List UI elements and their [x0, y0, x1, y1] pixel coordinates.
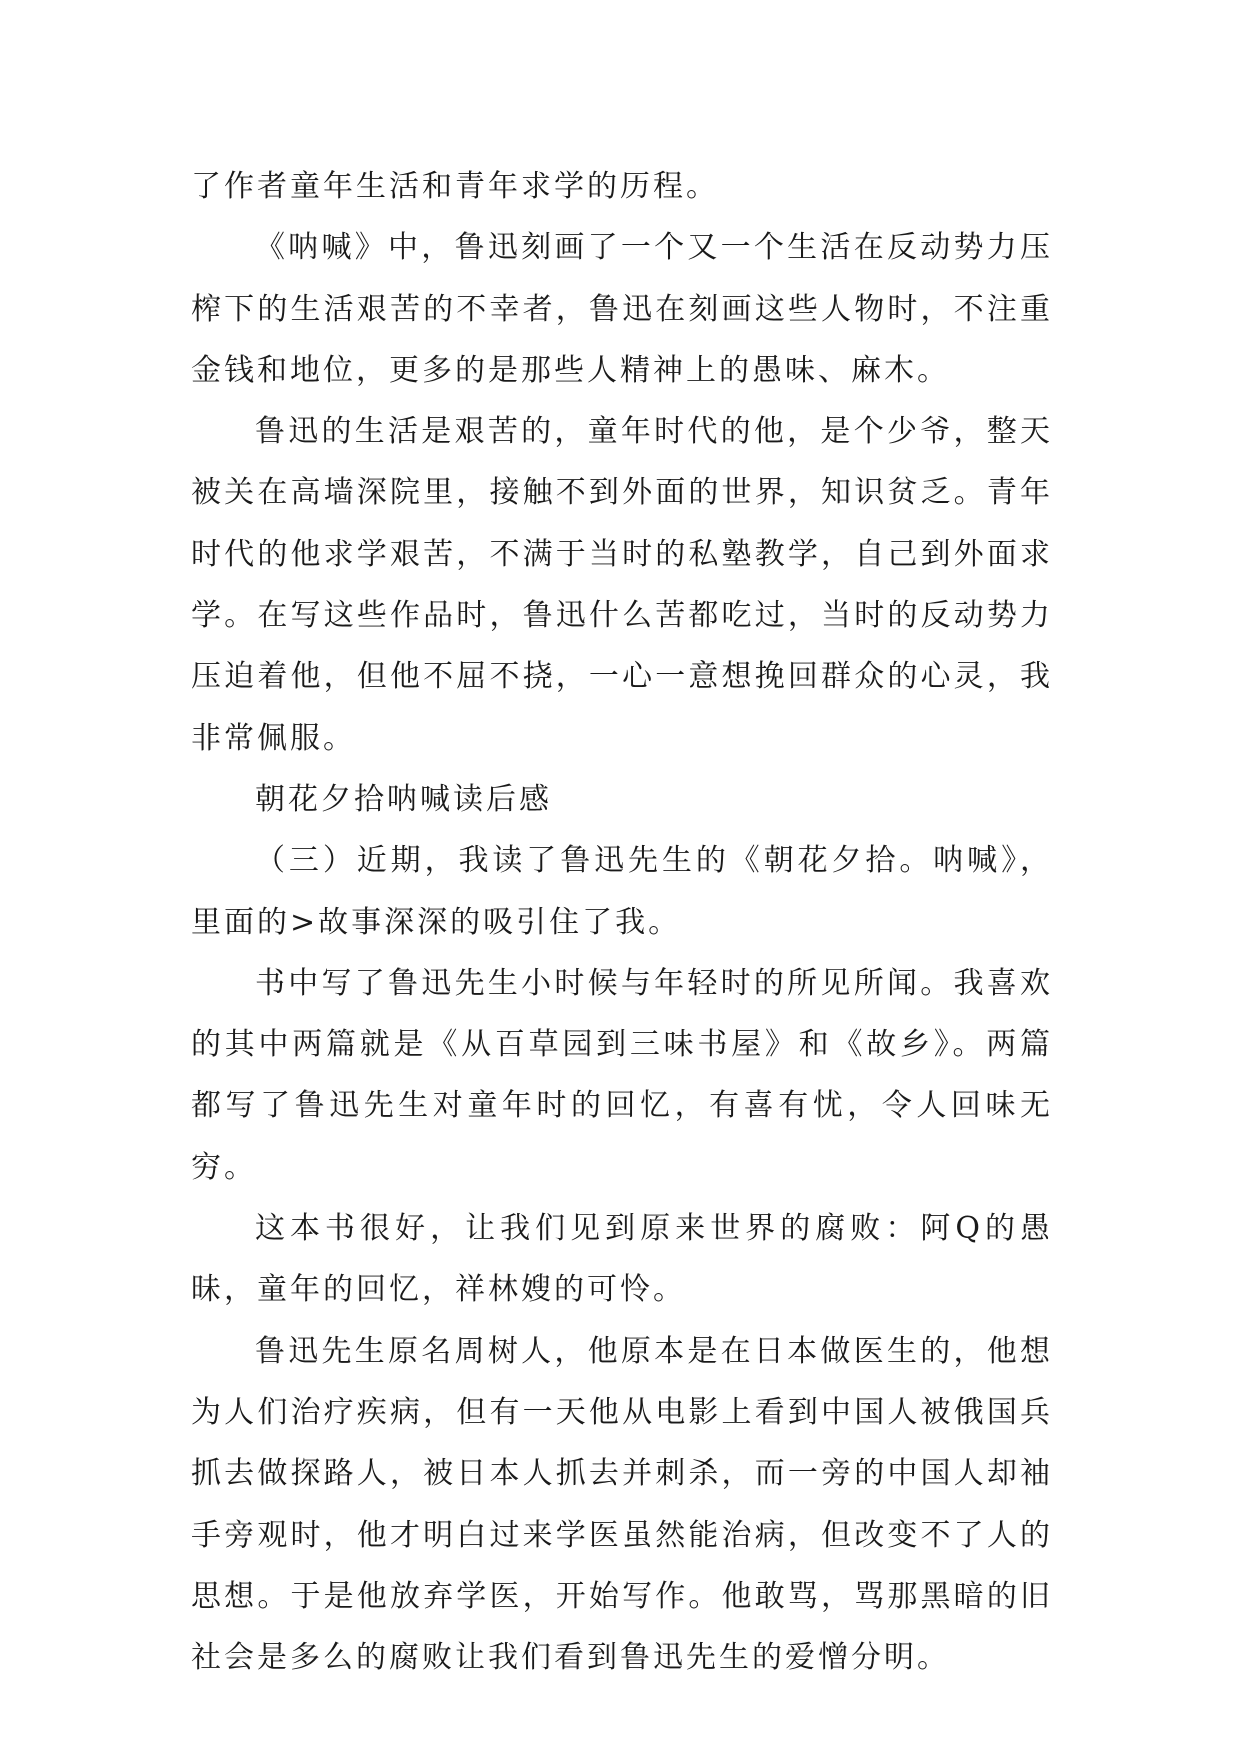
paragraph-1: 了作者童年生活和青年求学的历程。 [191, 169, 719, 204]
paragraph-7: 这本书很好，让我们见到原来世界的腐败：阿Q的愚昧，童年的回忆，祥林嫂的可怜。 [191, 1211, 1053, 1308]
paragraph-8: 鲁迅先生原名周树人，他原本是在日本做医生的，他想为人们治疗疾病，但有一天他从电影上看到中国人被俄国兵抓去做探路人，被日本人抓去并刺杀，而一旁的中国人却袖手旁观时，他才明白过来学医虽然能治病，但改变不了人的思想。于是他放弃学医，开始写作。他敢骂，骂那黑暗的旧社会是多么的腐败让我们看到鲁迅先生的爱憎分明。 [191, 1333, 1053, 1676]
essay-body [191, 156, 1053, 1688]
paragraph-5: （三）近期，我读了鲁迅先生的《朝花夕拾。呐喊》，里面的>故事深深的吸引住了我。 [191, 843, 1053, 940]
paragraph-3: 鲁迅的生活是艰苦的，童年时代的他，是个少爷，整天被关在高墙深院里，接触不到外面的世界，知识贫乏。青年时代的他求学艰苦，不满于当时的私塾教学，自己到外面求学。在写这些作品时，鲁迅什么苦都吃过，当时的反动势力压迫着他，但他不屈不挠，一心一意想挽回群众的心灵，我非常佩服。 [191, 414, 1053, 756]
paragraph-6: 书中写了鲁迅先生小时候与年轻时的所见所闻。我喜欢的其中两篇就是《从百草园到三味书屋》和《故乡》。两篇都写了鲁迅先生对童年时的回忆，有喜有忧，令人回味无穷。 [191, 965, 1053, 1185]
essay-heading: 朝花夕拾呐喊读后感 [255, 781, 552, 817]
paragraph-2: 《呐喊》中，鲁迅刻画了一个又一个生活在反动势力压榨下的生活艰苦的不幸者，鲁迅在刻画这些人物时，不注重金钱和地位，更多的是那些人精神上的愚味、麻木。 [191, 230, 1053, 388]
